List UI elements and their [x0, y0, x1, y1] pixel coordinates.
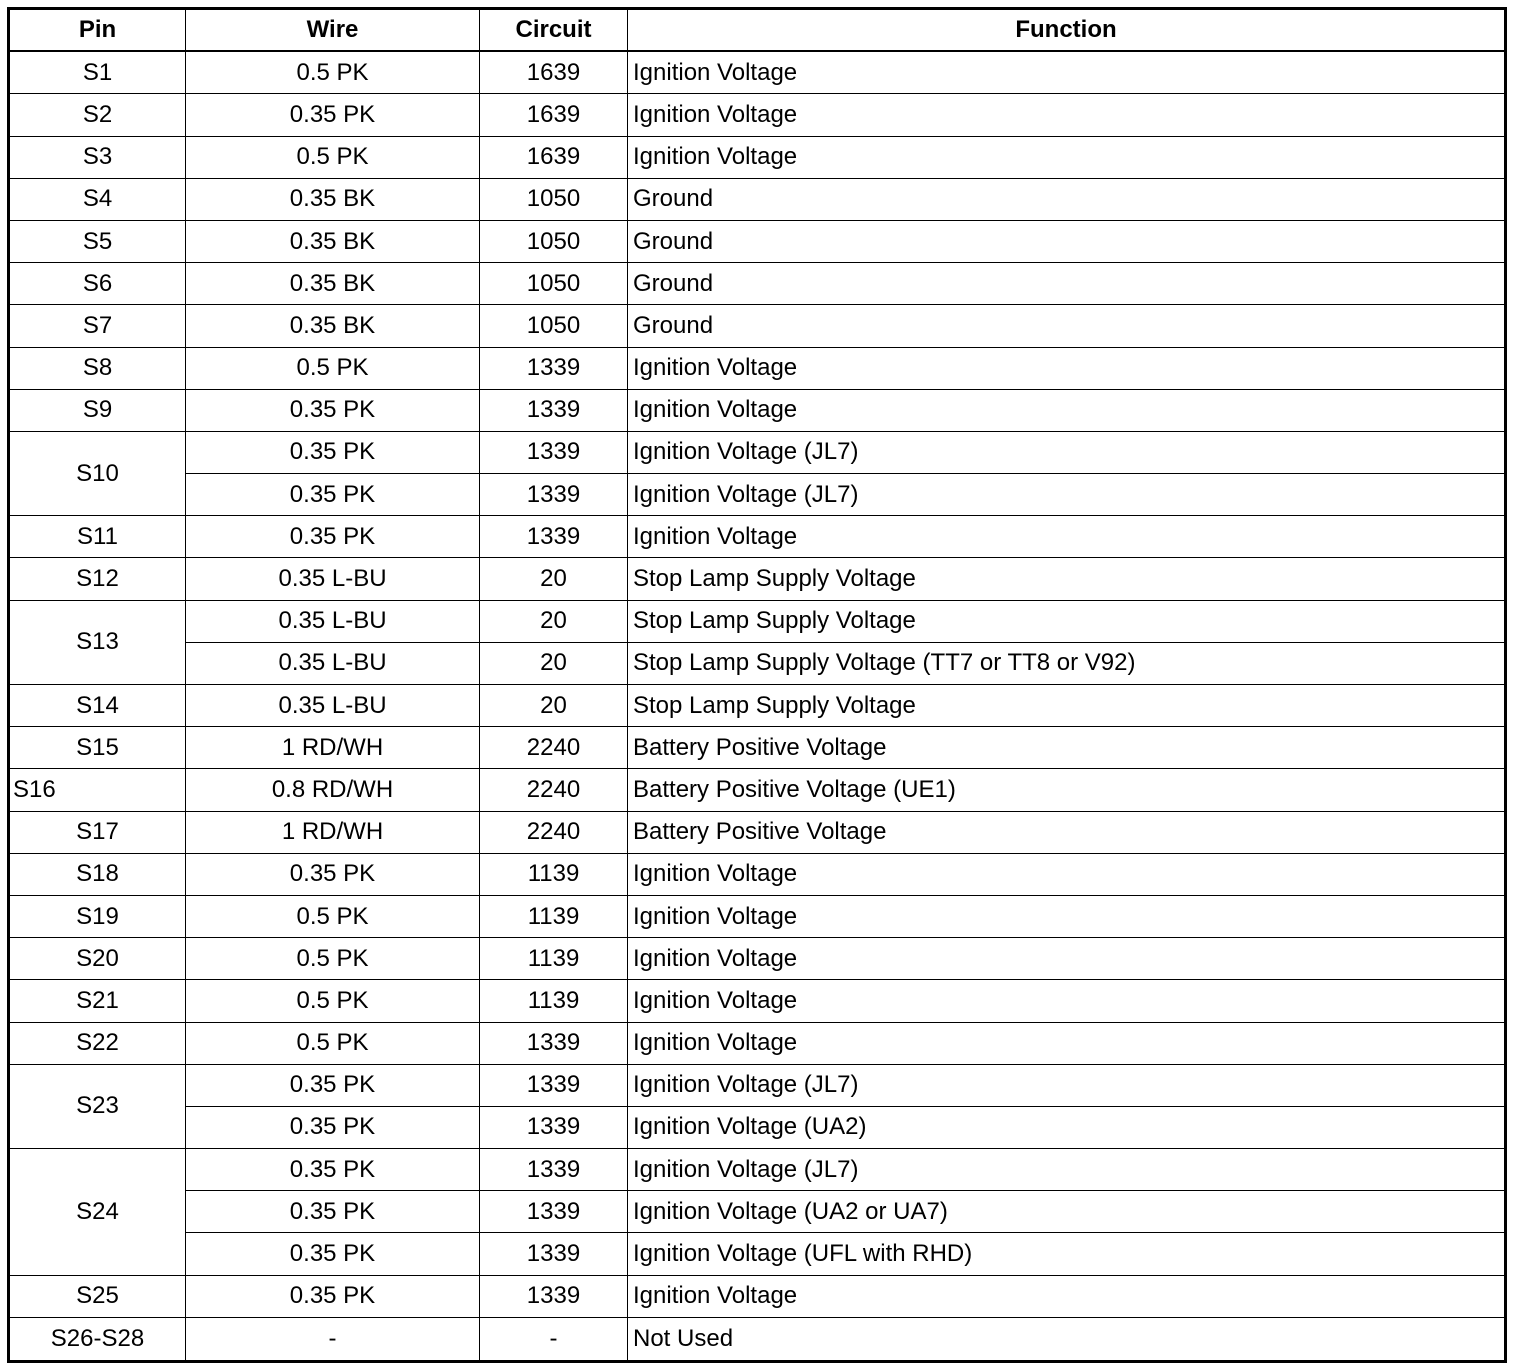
wire-cell: 0.35 PK: [186, 1107, 480, 1149]
wire-cell: 0.35 BK: [186, 221, 480, 263]
pin-cell: S3: [10, 137, 186, 179]
pin-cell: S13: [10, 601, 186, 685]
header-pin: Pin: [10, 10, 186, 52]
circuit-cell: 1339: [480, 474, 628, 516]
circuit-cell: 1339: [480, 390, 628, 432]
circuit-cell: 1050: [480, 179, 628, 221]
pin-cell: S9: [10, 390, 186, 432]
header-circuit: Circuit: [480, 10, 628, 52]
wire-cell: 0.35 PK: [186, 390, 480, 432]
function-cell: Ground: [628, 221, 1504, 263]
function-cell: Stop Lamp Supply Voltage: [628, 558, 1504, 600]
wire-cell: 0.35 PK: [186, 94, 480, 136]
pin-cell: S15: [10, 727, 186, 769]
header-wire: Wire: [186, 10, 480, 52]
wire-cell: 0.5 PK: [186, 52, 480, 94]
circuit-cell: 2240: [480, 727, 628, 769]
circuit-cell: 1050: [480, 263, 628, 305]
function-cell: Ground: [628, 263, 1504, 305]
circuit-cell: 2240: [480, 812, 628, 854]
circuit-cell: 20: [480, 685, 628, 727]
wire-cell: 0.5 PK: [186, 938, 480, 980]
pin-cell: S25: [10, 1276, 186, 1318]
function-cell: Battery Positive Voltage: [628, 812, 1504, 854]
pin-cell: S4: [10, 179, 186, 221]
wire-cell: 0.35 PK: [186, 432, 480, 474]
function-cell: Ignition Voltage: [628, 854, 1504, 896]
function-cell: Ignition Voltage (UA2): [628, 1107, 1504, 1149]
pin-cell: S16: [10, 769, 186, 811]
circuit-cell: 1050: [480, 305, 628, 347]
pin-cell: S10: [10, 432, 186, 516]
pin-cell: S5: [10, 221, 186, 263]
function-cell: Ignition Voltage: [628, 348, 1504, 390]
wire-cell: 0.35 PK: [186, 854, 480, 896]
wire-cell: 0.35 PK: [186, 1276, 480, 1318]
circuit-cell: 1339: [480, 1276, 628, 1318]
header-function: Function: [628, 10, 1504, 52]
pin-cell: S17: [10, 812, 186, 854]
pin-cell: S19: [10, 896, 186, 938]
wire-cell: -: [186, 1318, 480, 1360]
circuit-cell: 1639: [480, 94, 628, 136]
function-cell: Stop Lamp Supply Voltage: [628, 601, 1504, 643]
function-cell: Ignition Voltage: [628, 516, 1504, 558]
pin-cell: S7: [10, 305, 186, 347]
pin-cell: S23: [10, 1065, 186, 1149]
function-cell: Ignition Voltage (UA2 or UA7): [628, 1191, 1504, 1233]
wire-cell: 0.35 L-BU: [186, 643, 480, 685]
circuit-cell: 1139: [480, 854, 628, 896]
circuit-cell: 1339: [480, 348, 628, 390]
wire-cell: 0.35 BK: [186, 305, 480, 347]
pin-cell: S8: [10, 348, 186, 390]
pin-cell: S6: [10, 263, 186, 305]
wire-cell: 0.5 PK: [186, 1023, 480, 1065]
pin-cell: S20: [10, 938, 186, 980]
function-cell: Ground: [628, 179, 1504, 221]
wire-cell: 0.35 L-BU: [186, 558, 480, 600]
function-cell: Stop Lamp Supply Voltage (TT7 or TT8 or V92): [628, 643, 1504, 685]
circuit-cell: 1050: [480, 221, 628, 263]
circuit-cell: 1339: [480, 1191, 628, 1233]
circuit-cell: 1639: [480, 137, 628, 179]
wire-cell: 0.35 L-BU: [186, 601, 480, 643]
function-cell: Stop Lamp Supply Voltage: [628, 685, 1504, 727]
wire-cell: 0.5 PK: [186, 896, 480, 938]
pin-table: [7, 7, 1507, 1363]
pin-cell: S14: [10, 685, 186, 727]
wire-cell: 0.35 PK: [186, 474, 480, 516]
circuit-cell: 1339: [480, 1107, 628, 1149]
wire-cell: 0.35 PK: [186, 1233, 480, 1275]
wire-cell: 1 RD/WH: [186, 812, 480, 854]
function-cell: Ignition Voltage: [628, 94, 1504, 136]
wire-cell: 1 RD/WH: [186, 727, 480, 769]
pin-cell: S22: [10, 1023, 186, 1065]
pin-cell: S18: [10, 854, 186, 896]
wire-cell: 0.35 PK: [186, 516, 480, 558]
circuit-cell: 20: [480, 601, 628, 643]
function-cell: Ignition Voltage: [628, 52, 1504, 94]
circuit-cell: 1339: [480, 1023, 628, 1065]
circuit-cell: 1339: [480, 516, 628, 558]
circuit-cell: 2240: [480, 769, 628, 811]
function-cell: Ignition Voltage: [628, 980, 1504, 1022]
function-cell: Ignition Voltage: [628, 137, 1504, 179]
pin-cell: S26-S28: [10, 1318, 186, 1360]
pin-cell: S11: [10, 516, 186, 558]
wire-cell: 0.35 BK: [186, 263, 480, 305]
circuit-cell: 1339: [480, 1149, 628, 1191]
wire-cell: 0.5 PK: [186, 137, 480, 179]
pin-cell: S24: [10, 1149, 186, 1276]
circuit-cell: -: [480, 1318, 628, 1360]
function-cell: Ignition Voltage: [628, 1276, 1504, 1318]
function-cell: Ignition Voltage: [628, 1023, 1504, 1065]
circuit-cell: 1639: [480, 52, 628, 94]
wire-cell: 0.35 PK: [186, 1191, 480, 1233]
circuit-cell: 1339: [480, 1233, 628, 1275]
pin-cell: S2: [10, 94, 186, 136]
circuit-cell: 1139: [480, 896, 628, 938]
circuit-cell: 1339: [480, 1065, 628, 1107]
function-cell: Ignition Voltage: [628, 938, 1504, 980]
function-cell: Ignition Voltage (UFL with RHD): [628, 1233, 1504, 1275]
function-cell: Ignition Voltage: [628, 896, 1504, 938]
function-cell: Ignition Voltage (JL7): [628, 1065, 1504, 1107]
wire-cell: 0.8 RD/WH: [186, 769, 480, 811]
function-cell: Ground: [628, 305, 1504, 347]
circuit-cell: 20: [480, 558, 628, 600]
function-cell: Battery Positive Voltage (UE1): [628, 769, 1504, 811]
function-cell: Ignition Voltage (JL7): [628, 474, 1504, 516]
pin-cell: S21: [10, 980, 186, 1022]
wire-cell: 0.35 BK: [186, 179, 480, 221]
pin-cell: S12: [10, 558, 186, 600]
wire-cell: 0.35 L-BU: [186, 685, 480, 727]
function-cell: Not Used: [633, 1324, 734, 1352]
circuit-cell: 1139: [480, 980, 628, 1022]
circuit-cell: 1139: [480, 938, 628, 980]
circuit-cell: 1339: [480, 432, 628, 474]
pin-cell: S1: [10, 52, 186, 94]
wire-cell: 0.5 PK: [186, 980, 480, 1022]
wire-cell: 0.5 PK: [186, 348, 480, 390]
function-cell: Ignition Voltage (JL7): [628, 1149, 1504, 1191]
function-cell: Battery Positive Voltage: [628, 727, 1504, 769]
function-cell: Ignition Voltage: [628, 390, 1504, 432]
circuit-cell: 20: [480, 643, 628, 685]
wire-cell: 0.35 PK: [186, 1149, 480, 1191]
function-cell: Ignition Voltage (JL7): [628, 432, 1504, 474]
wire-cell: 0.35 PK: [186, 1065, 480, 1107]
